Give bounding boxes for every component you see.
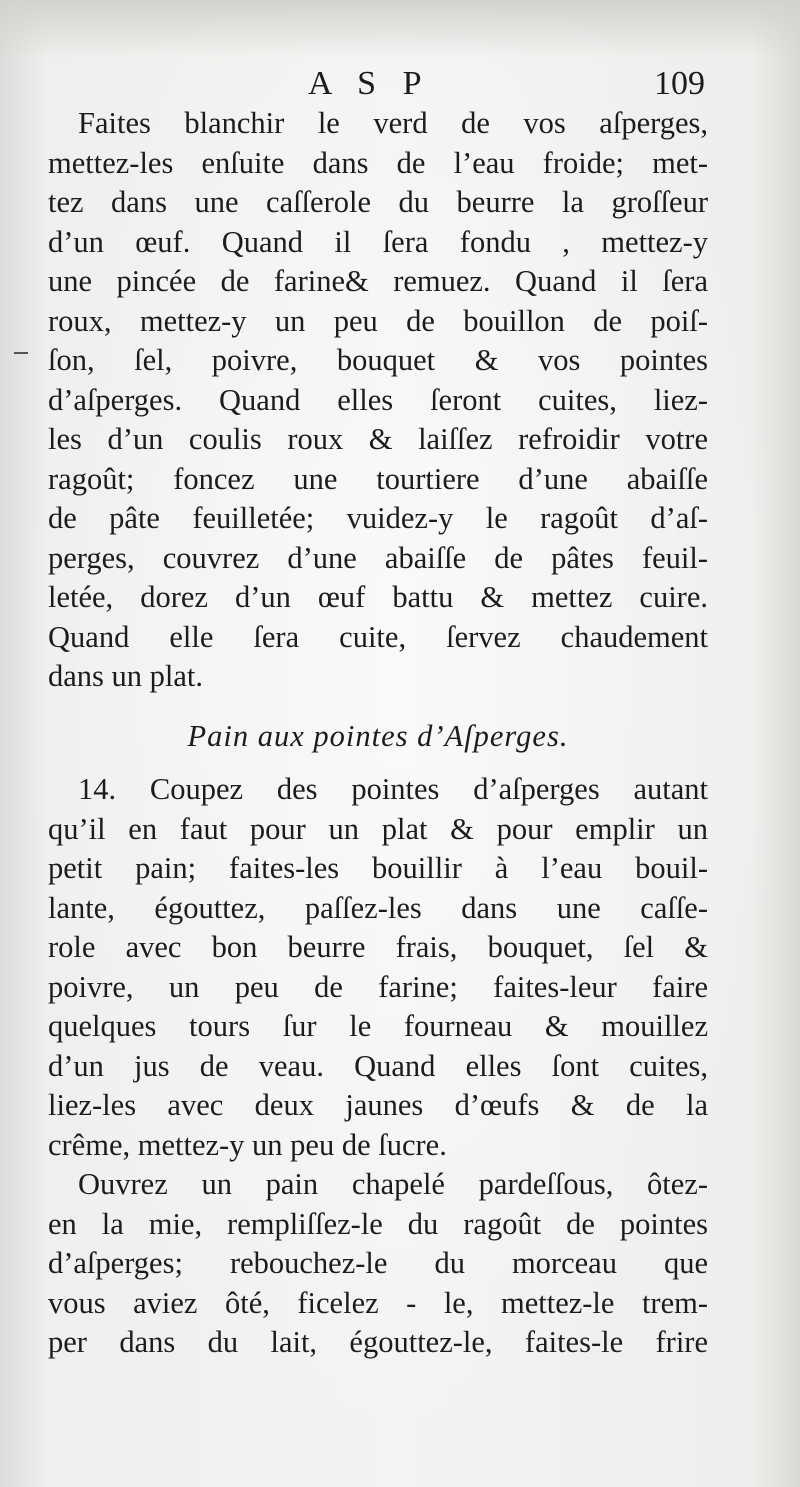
text-line: perges, couvrez d’une abaiſſe de pâtes feuil- bbox=[48, 540, 708, 575]
margin-mark bbox=[14, 352, 28, 354]
text-line: d’aſperges; rebouchez-le du morceau que bbox=[48, 1246, 708, 1280]
text-line: crême, mettez-y un peu de ſucre. bbox=[48, 1127, 447, 1162]
text-line: role avec bon beurre frais, bouquet, ſel & bbox=[48, 930, 708, 964]
text-line: petit pain; faites-les bouillir à l’eau bouil- bbox=[48, 851, 708, 885]
text-line: vous aviez ôté, ficelez - le, mettez-le trem- bbox=[48, 1285, 708, 1320]
text-line: d’aſperges. Quand elles ſeront cuites, liez- bbox=[48, 382, 708, 417]
text-line: de pâte feuilletée; vuidez-y le ragoût d’aſ- bbox=[48, 501, 708, 535]
running-title: A S P bbox=[308, 65, 431, 102]
page-number: 109 bbox=[654, 65, 705, 102]
text-line: d’un œuf. Quand il ſera fondu , mettez-y bbox=[48, 224, 708, 259]
text-line: en la mie, rempliſſez-le du ragoût de pointes bbox=[48, 1206, 708, 1241]
text-line: d’un jus de veau. Quand elles ſont cuites, bbox=[48, 1048, 708, 1083]
text-line: les d’un coulis roux & laiſſez refroidir votre bbox=[48, 422, 708, 456]
text-line: per dans du lait, égouttez-le, faites-le frire bbox=[48, 1325, 708, 1359]
paragraph-recipe-14 bbox=[48, 770, 708, 1165]
paragraph-asparagus-ragout bbox=[48, 104, 708, 697]
text-line: ragoût; foncez une tourtiere d’une abaiſſe bbox=[48, 461, 708, 496]
text-line: qu’il en faut pour un plat & pour emplir un bbox=[48, 811, 708, 846]
text-line: ſon, ſel, poivre, bouquet & vos pointes bbox=[48, 343, 708, 377]
section-heading: Pain aux pointes d’Aſperges. bbox=[187, 718, 569, 753]
text-line: Quand elle ſera cuite, ſervez chaudement bbox=[48, 619, 708, 654]
text-line: mettez-les enſuite dans de l’eau froide; met- bbox=[48, 145, 708, 180]
text-line: tez dans une caſſerole du beurre la groſſeur bbox=[48, 185, 708, 219]
text-line: 14. Coupez des pointes d’aſperges autant bbox=[78, 772, 708, 806]
paragraph-bread-preparation bbox=[48, 1165, 708, 1363]
text-line: poivre, un peu de farine; faites-leur faire bbox=[48, 969, 708, 1004]
text-line: Faites blanchir le verd de vos aſperges, bbox=[78, 106, 708, 140]
text-line: liez-les avec deux jaunes d’œufs & de la bbox=[48, 1088, 708, 1122]
text-line: roux, mettez-y un peu de bouillon de poiſ- bbox=[48, 303, 708, 338]
text-line: dans un plat. bbox=[48, 659, 204, 693]
text-line: lante, égouttez, paſſez-les dans une caſſe- bbox=[48, 890, 708, 925]
body-text bbox=[48, 104, 708, 1363]
text-line: Ouvrez un pain chapelé pardeſſous, ôtez- bbox=[78, 1167, 708, 1201]
text-line: une pincée de farine& remuez. Quand il ſera bbox=[48, 264, 708, 298]
text-line: quelques tours ſur le fourneau & mouillez bbox=[48, 1009, 708, 1043]
running-head bbox=[0, 64, 800, 104]
text-line: letée, dorez d’un œuf battu & mettez cuire. bbox=[48, 580, 708, 614]
page-top-shadow bbox=[0, 0, 800, 58]
